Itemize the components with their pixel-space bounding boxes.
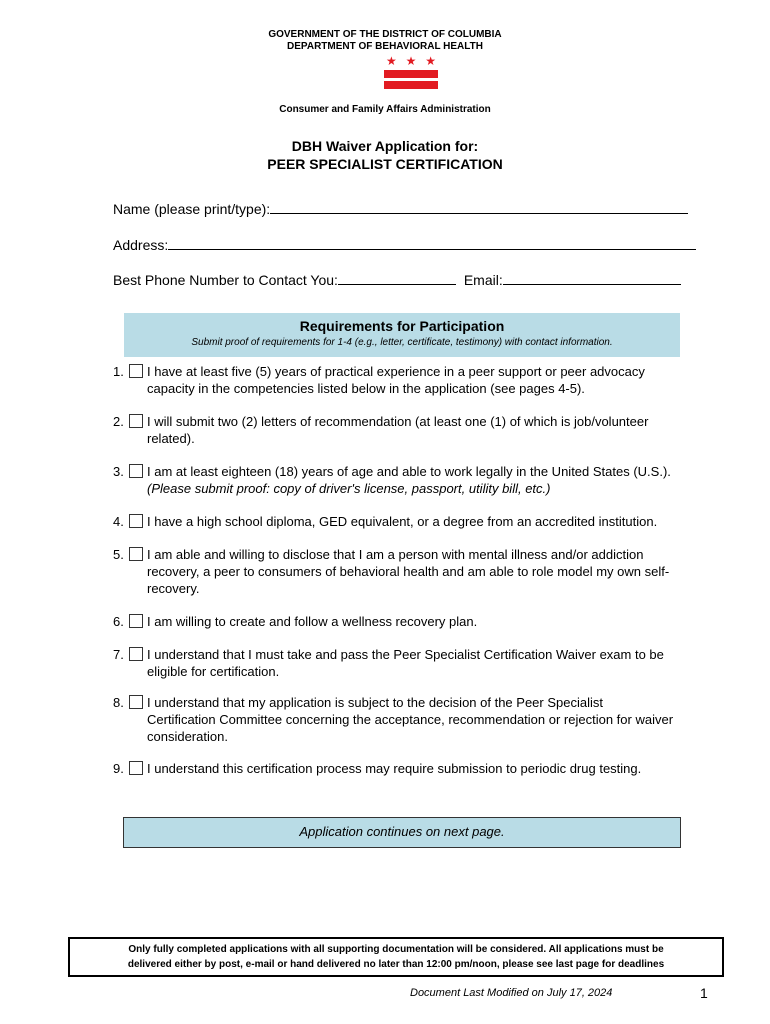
item-number: 4. — [113, 514, 124, 529]
item-text: I understand that I must take and pass the Peer Specialist Certification Waiver exam to be — [147, 647, 664, 662]
gov-line-2: DEPARTMENT OF BEHAVIORAL HEALTH — [287, 41, 483, 52]
flag-bar — [384, 81, 438, 89]
item-text: I understand this certification process may require submission to periodic drug testing. — [147, 761, 642, 776]
item-text: recovery. — [147, 581, 200, 596]
item-text: I am able and willing to disclose that I am a person with mental illness and/or addiction — [147, 547, 644, 562]
checkbox[interactable] — [129, 614, 143, 628]
list-item — [113, 760, 713, 777]
item-number: 2. — [113, 414, 124, 429]
item-text: I will submit two (2) letters of recommendation (at least one (1) of which is job/volunteer — [147, 414, 649, 429]
item-text: I have a high school diploma, GED equivalent, or a degree from an accredited institution. — [147, 514, 658, 529]
dc-flag-logo — [384, 55, 438, 89]
checkbox[interactable] — [129, 647, 143, 661]
submission-notice — [68, 937, 724, 977]
last-modified: Document Last Modified on July 17, 2024 — [410, 987, 613, 999]
list-item — [113, 413, 713, 447]
star-icon: ★ — [405, 54, 417, 68]
address-input-line[interactable] — [168, 236, 696, 250]
name-label: Name (please print/type): — [113, 201, 271, 217]
page-number: 1 — [700, 985, 708, 1001]
name-input-line[interactable] — [270, 200, 688, 214]
checkbox[interactable] — [129, 761, 143, 775]
requirements-subtitle: Submit proof of requirements for 1-4 (e.g., letter, certificate, testimony) with contact information. — [191, 337, 613, 348]
item-text: I have at least five (5) years of practical experience in a peer support or peer advocacy — [147, 364, 645, 379]
item-text: recovery, a peer to consumers of behavioral health and am able to role model my own self- — [147, 564, 670, 579]
item-number: 5. — [113, 547, 124, 562]
phone-input-line[interactable] — [338, 271, 456, 285]
checkbox[interactable] — [129, 695, 143, 709]
address-field — [113, 236, 696, 253]
checkbox[interactable] — [129, 514, 143, 528]
list-item — [113, 463, 713, 497]
list-item — [113, 546, 713, 597]
checkbox[interactable] — [129, 364, 143, 378]
item-number: 6. — [113, 614, 124, 629]
title-line-1: DBH Waiver Application for: — [291, 138, 479, 154]
item-text: related). — [147, 431, 195, 446]
contact-field — [113, 271, 681, 288]
name-field — [113, 200, 688, 217]
checkbox[interactable] — [129, 547, 143, 561]
item-number: 8. — [113, 695, 124, 710]
notice-line-1: Only fully completed applications with all supporting documentation will be considered. All applications must be — [128, 944, 664, 955]
star-icon: ★ — [425, 54, 436, 68]
item-text: Certification Committee concerning the acceptance, recommendation or rejection for waiver — [147, 712, 674, 727]
item-text: I understand that my application is subject to the decision of the Peer Specialist — [147, 695, 603, 710]
item-text: capacity in the competencies listed below in the application (see pages 4-5). — [147, 381, 585, 396]
gov-line-1: GOVERNMENT OF THE DISTRICT OF COLUMBIA — [268, 29, 502, 40]
item-text: consideration. — [147, 729, 228, 744]
list-item — [113, 694, 713, 745]
phone-label: Best Phone Number to Contact You: — [113, 272, 338, 288]
email-input-line[interactable] — [503, 271, 681, 285]
item-number: 7. — [113, 647, 124, 662]
flag-stars — [384, 55, 438, 67]
flag-bar — [384, 70, 438, 78]
item-text: I am at least eighteen (18) years of age and able to work legally in the United States (U.S.). — [147, 464, 671, 479]
email-label: Email: — [463, 272, 503, 288]
list-item — [113, 513, 713, 530]
administration-name: Consumer and Family Affairs Administration — [279, 104, 491, 115]
address-label: Address: — [113, 237, 169, 253]
page-title — [0, 137, 770, 173]
item-note: (Please submit proof: copy of driver's license, passport, utility bill, etc.) — [147, 481, 551, 496]
item-number: 3. — [113, 464, 124, 479]
continue-note: Application continues on next page. — [123, 817, 681, 848]
list-item — [113, 363, 713, 397]
notice-line-2: delivered either by post, e-mail or hand delivered no later than 12:00 pm/noon, please see last page for deadlines — [127, 959, 665, 970]
title-line-2: PEER SPECIALIST CERTIFICATION — [267, 156, 503, 172]
star-icon: ★ — [386, 54, 397, 68]
item-number: 1. — [113, 364, 124, 379]
government-header — [0, 29, 770, 53]
item-text: eligible for certification. — [147, 664, 280, 679]
checkbox[interactable] — [129, 414, 143, 428]
item-number: 9. — [113, 761, 124, 776]
requirements-title: Requirements for Participation — [299, 318, 505, 334]
item-text: I am willing to create and follow a wellness recovery plan. — [147, 614, 478, 629]
list-item — [113, 646, 713, 680]
checkbox[interactable] — [129, 464, 143, 478]
list-item — [113, 613, 713, 630]
